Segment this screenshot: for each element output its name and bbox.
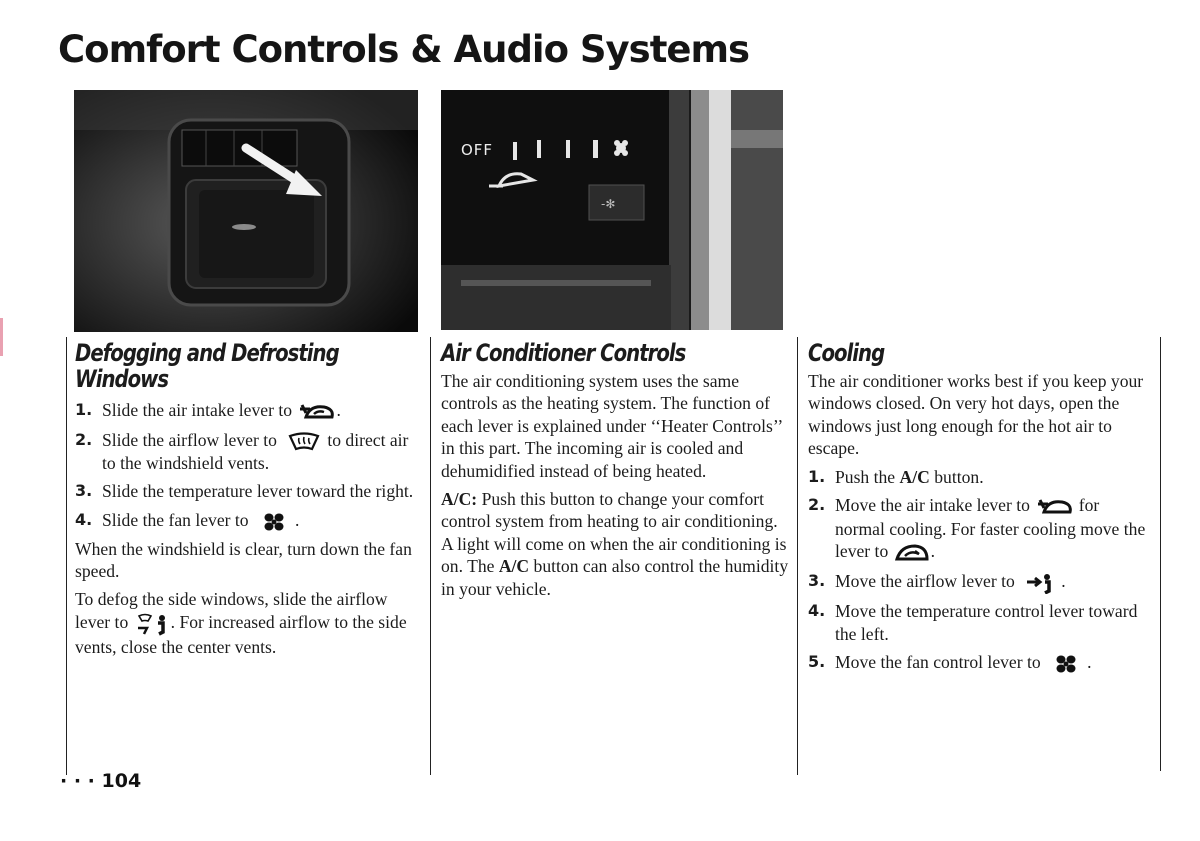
list-item: 4. Move the temperature control lever toward the left. xyxy=(808,601,1138,644)
section-ac-controls xyxy=(441,340,789,606)
list-item: 5. Move the fan control lever to . xyxy=(808,652,1092,673)
photo-off-label: OFF xyxy=(461,141,494,159)
page-dots: · · · xyxy=(60,770,95,792)
defog-heading: Defogging and Defrosting Windows xyxy=(75,339,339,393)
cooling-steps xyxy=(808,466,1153,674)
defrost-floor-icon xyxy=(135,612,169,636)
vent-icon xyxy=(1025,572,1055,594)
ac-para-intro: The air conditioning system uses the same controls as the heating system. The function of each lever is explained under ‘‘Heater Controls’’ in this part. The incoming air is cooled and dehumidified instead of being heated. xyxy=(441,371,782,481)
section-cooling xyxy=(808,340,1153,680)
list-item: 4. Slide the fan lever to . xyxy=(75,509,300,530)
list-item: 1. Slide the air intake lever to . xyxy=(75,399,423,423)
defog-steps xyxy=(75,399,423,532)
defrost-icon xyxy=(287,432,321,452)
photo-side-vent xyxy=(74,90,418,332)
column-rule-2 xyxy=(797,337,798,775)
fan-high-icon xyxy=(259,512,289,532)
column-rule-1 xyxy=(430,337,431,775)
outside-air-icon xyxy=(1034,496,1074,518)
list-item: 3. Slide the temperature lever toward the right. xyxy=(75,481,414,502)
page-title: Comfort Controls & Audio Systems xyxy=(58,28,750,71)
list-item: 1. Push the A/C button. xyxy=(808,466,984,487)
defog-para-windshield: When the windshield is clear, turn down the fan speed. xyxy=(75,538,412,582)
list-item: 2. Slide the airflow lever to to direct air to the windshield vents. xyxy=(75,429,409,473)
recirculate-air-icon xyxy=(893,542,931,564)
column-rule-right xyxy=(1160,337,1161,771)
list-item: 2. Move the air intake lever to for normal cooling. For faster cooling move the lever to . xyxy=(808,494,1153,564)
ac-para-button: A/C: Push this button to change your comfort control system from heating to air conditioning. A light will come on when the air conditioning is on. The A/C button can also control the humidity in your vehicle. xyxy=(441,489,789,599)
photo-ac-control-panel xyxy=(441,90,783,330)
column-rule-left xyxy=(66,337,67,775)
fan-high-icon xyxy=(1051,654,1081,674)
cooling-heading: Cooling xyxy=(808,339,885,367)
section-defog xyxy=(75,340,423,664)
recirculate-air-icon xyxy=(296,401,336,423)
ac-heading: Air Conditioner Controls xyxy=(441,339,686,367)
defog-para-side-windows: To defog the side windows, slide the airflow lever to . For increased airflow to the side vents, close the center vents. xyxy=(75,589,407,657)
list-item: 3. Move the airflow lever to . xyxy=(808,570,1153,594)
cooling-para-intro: The air conditioner works best if you keep your windows closed. On very hot days, open the windows just long enough for the hot air to escape. xyxy=(808,371,1144,459)
page-edge-mark xyxy=(0,318,3,356)
svg-text:-✻: -✻ xyxy=(601,197,616,211)
page-number: · · · 104 xyxy=(60,770,142,792)
